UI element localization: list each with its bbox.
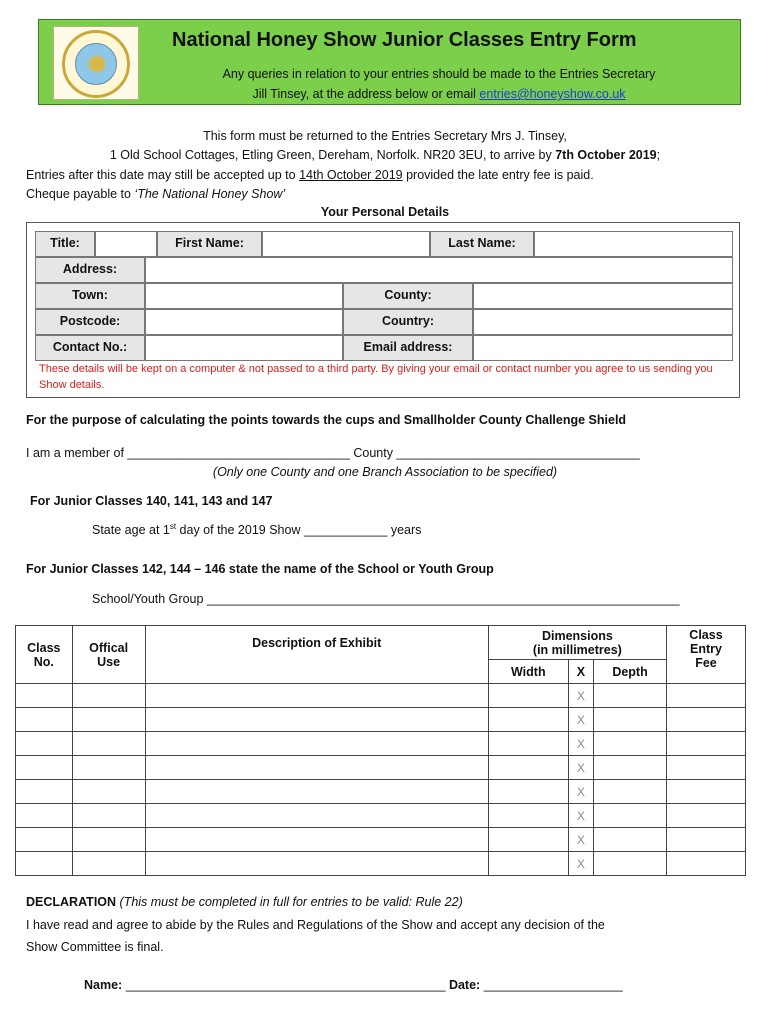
x-cell: X: [568, 708, 593, 732]
description-cell[interactable]: [145, 804, 488, 828]
width-cell[interactable]: [488, 804, 568, 828]
depth-cell[interactable]: [594, 780, 667, 804]
exhibit-row: [16, 828, 746, 852]
declaration-heading-line: [26, 895, 463, 909]
x-cell: X: [568, 684, 593, 708]
contact-field[interactable]: [145, 335, 343, 361]
age-line-sup: st: [169, 522, 177, 531]
intro-line-3-suffix: provided the late entry fee is paid.: [402, 168, 594, 182]
official-use-cell: [72, 780, 145, 804]
deadline-date: 7th October 2019: [555, 148, 657, 162]
intro-line-3-text: Entries after this date may still be accepted up to: [26, 168, 300, 182]
col-x: X: [568, 660, 593, 684]
exhibit-row: [16, 756, 746, 780]
class-no-cell[interactable]: [16, 756, 73, 780]
personal-details-heading: Your Personal Details: [320, 205, 450, 219]
address-label: Address:: [35, 257, 145, 283]
entry-fee-cell[interactable]: [666, 756, 745, 780]
date-label: Date:: [448, 978, 481, 992]
class-no-cell[interactable]: [16, 732, 73, 756]
postcode-field[interactable]: [145, 309, 343, 335]
description-cell[interactable]: [145, 828, 488, 852]
description-cell[interactable]: [145, 852, 488, 876]
official-use-cell: [72, 852, 145, 876]
official-use-cell: [72, 708, 145, 732]
entry-fee-cell[interactable]: [666, 732, 745, 756]
group-section-heading: For Junior Classes 142, 144 – 146 state the name of the School or Youth Group: [26, 562, 494, 576]
title-field[interactable]: [95, 231, 157, 257]
col-official-line2: Use: [97, 654, 121, 669]
name-label: Name:: [84, 978, 123, 992]
member-line[interactable]: I am a member of ________________________________ County ___________________________________: [26, 446, 640, 460]
logo-ring: [62, 30, 130, 98]
intro-line-4: [26, 187, 285, 201]
col-dimensions-line2: (in millimetres): [532, 642, 622, 657]
entry-fee-cell[interactable]: [666, 852, 745, 876]
col-fee-line2: Entry: [690, 642, 722, 656]
cheque-payee: ‘The National Honey Show’: [134, 187, 286, 201]
declaration-text-1: I have read and agree to abide by the Rules and Regulations of the Show and accept any decision of the: [26, 918, 605, 932]
intro-line-3: [26, 168, 594, 182]
class-no-cell[interactable]: [16, 708, 73, 732]
description-cell[interactable]: [145, 756, 488, 780]
description-cell[interactable]: [145, 708, 488, 732]
age-line[interactable]: [92, 522, 421, 537]
class-no-cell[interactable]: [16, 804, 73, 828]
exhibit-row: [16, 852, 746, 876]
county-label: County:: [343, 283, 473, 309]
honeycomb-icon: [89, 55, 105, 73]
depth-cell[interactable]: [594, 804, 667, 828]
class-no-cell[interactable]: [16, 684, 73, 708]
queries-text-1: Any queries in relation to your entries should be made to the Entries Secretary: [222, 67, 656, 81]
country-field[interactable]: [473, 309, 733, 335]
county-field[interactable]: [473, 283, 733, 309]
description-cell[interactable]: [145, 684, 488, 708]
queries-text-2: [169, 87, 709, 101]
intro-line-4-text: Cheque payable to: [26, 187, 135, 201]
honey-show-logo: [53, 26, 139, 100]
official-use-cell: [72, 804, 145, 828]
age-line-prefix: State age at 1: [92, 523, 170, 538]
depth-cell[interactable]: [594, 756, 667, 780]
col-official-use: [72, 626, 145, 684]
official-use-cell: [72, 828, 145, 852]
col-class-no: [16, 626, 73, 684]
exhibit-row: [16, 732, 746, 756]
width-cell[interactable]: [488, 852, 568, 876]
declaration-heading: DECLARATION: [26, 895, 117, 909]
official-use-cell: [72, 732, 145, 756]
declaration-rule: (This must be completed in full for entries to be valid: Rule 22): [116, 895, 463, 909]
description-cell[interactable]: [145, 732, 488, 756]
width-cell[interactable]: [488, 756, 568, 780]
declaration-text-2: Show Committee is final.: [26, 940, 164, 954]
email-label: Email address:: [343, 335, 473, 361]
last-name-label: Last Name:: [430, 231, 534, 257]
x-cell: X: [568, 828, 593, 852]
postcode-label: Postcode:: [35, 309, 145, 335]
age-line-suffix: day of the 2019 Show ____________ years: [176, 523, 422, 538]
member-note: (Only one County and one Branch Association to be specified): [212, 465, 558, 479]
entry-fee-cell[interactable]: [666, 804, 745, 828]
exhibit-row: [16, 780, 746, 804]
signature-line: [84, 978, 623, 992]
personal-details-table: [26, 222, 740, 398]
date-field[interactable]: ____________________: [480, 978, 623, 992]
title-label: Title:: [35, 231, 95, 257]
age-section-heading: For Junior Classes 140, 141, 143 and 147: [30, 494, 273, 508]
width-cell[interactable]: [488, 828, 568, 852]
col-class-no-line2: No.: [33, 654, 54, 669]
depth-cell[interactable]: [594, 684, 667, 708]
col-class-no-line1: Class: [27, 640, 61, 655]
width-cell[interactable]: [488, 780, 568, 804]
col-dimensions: [488, 626, 666, 660]
depth-cell[interactable]: [594, 708, 667, 732]
col-entry-fee: [666, 626, 745, 684]
town-label: Town:: [35, 283, 145, 309]
entry-fee-cell[interactable]: [666, 828, 745, 852]
school-group-line[interactable]: School/Youth Group ____________________________________________________________________: [92, 592, 680, 606]
late-entry-date: 14th October 2019: [299, 168, 403, 182]
col-fee-line1: Class: [689, 628, 723, 642]
description-cell[interactable]: [145, 780, 488, 804]
x-cell: X: [568, 852, 593, 876]
header-banner: [38, 19, 741, 105]
intro-line-2-suffix: ;: [656, 148, 661, 162]
address-field[interactable]: [145, 257, 733, 283]
queries-text-2-prefix: Jill Tinsey, at the address below or email: [252, 87, 480, 101]
email-field[interactable]: [473, 335, 733, 361]
intro-line-2-text: 1 Old School Cottages, Etling Green, Dereham, Norfolk. NR20 3EU, to arrive by: [109, 148, 556, 162]
points-heading: For the purpose of calculating the points towards the cups and Smallholder County Challenge Shield: [26, 413, 627, 427]
exhibit-rows: [16, 684, 746, 876]
col-dimensions-line1: Dimensions: [541, 628, 613, 643]
entry-fee-cell[interactable]: [666, 684, 745, 708]
official-use-cell: [72, 684, 145, 708]
exhibit-row: [16, 804, 746, 828]
width-cell[interactable]: [488, 732, 568, 756]
exhibit-row: [16, 684, 746, 708]
form-title: National Honey Show Junior Classes Entry Form: [172, 29, 637, 51]
depth-cell[interactable]: [594, 852, 667, 876]
class-no-cell[interactable]: [16, 780, 73, 804]
x-cell: X: [568, 780, 593, 804]
col-description: Description of Exhibit: [145, 626, 488, 684]
logo-emblem: [75, 43, 117, 85]
col-fee-line3: Fee: [695, 656, 717, 670]
col-official-line1: Offical: [89, 640, 129, 655]
width-cell[interactable]: [488, 708, 568, 732]
x-cell: X: [568, 804, 593, 828]
exhibit-row: [16, 708, 746, 732]
exhibits-table: [15, 625, 746, 875]
x-cell: X: [568, 756, 593, 780]
x-cell: X: [568, 732, 593, 756]
country-label: Country:: [343, 309, 473, 335]
class-no-cell[interactable]: [16, 852, 73, 876]
official-use-cell: [72, 756, 145, 780]
first-name-field[interactable]: [262, 231, 430, 257]
name-field[interactable]: ______________________________________________: [122, 978, 449, 992]
town-field[interactable]: [145, 283, 343, 309]
entry-fee-cell[interactable]: [666, 780, 745, 804]
col-width: Width: [488, 660, 568, 684]
last-name-field[interactable]: [534, 231, 733, 257]
class-no-cell[interactable]: [16, 828, 73, 852]
width-cell[interactable]: [488, 684, 568, 708]
contact-label: Contact No.:: [35, 335, 145, 361]
privacy-note: These details will be kept on a computer & not passed to a third party. By giving your email or contact number you agree to us sending you Show details.: [39, 363, 713, 391]
depth-cell[interactable]: [594, 732, 667, 756]
intro-line-2: [20, 148, 750, 162]
depth-cell[interactable]: [594, 828, 667, 852]
entry-fee-cell[interactable]: [666, 708, 745, 732]
email-link[interactable]: entries@honeyshow.co.uk: [479, 87, 626, 101]
first-name-label: First Name:: [157, 231, 262, 257]
col-depth: Depth: [594, 660, 667, 684]
intro-line-1: This form must be returned to the Entries Secretary Mrs J. Tinsey,: [203, 129, 567, 143]
